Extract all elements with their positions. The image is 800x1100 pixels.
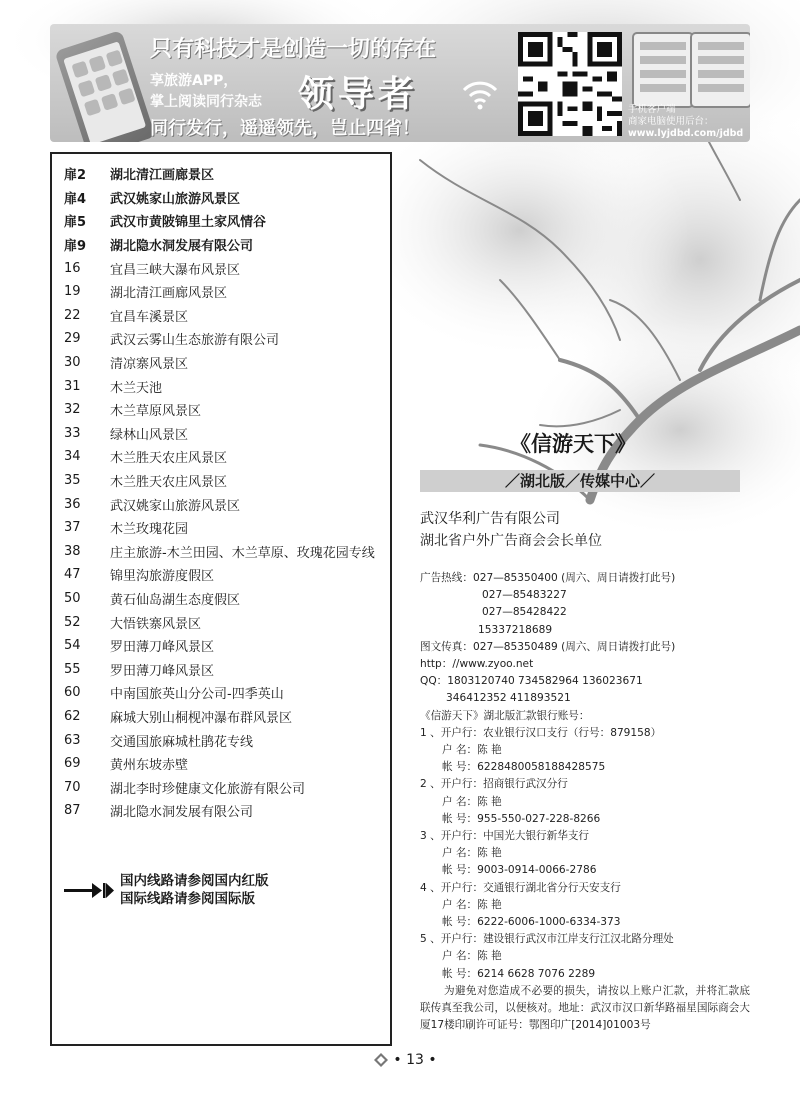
advertiser-name: 大悟铁寨风景区 bbox=[110, 616, 202, 632]
advertiser-list-item bbox=[64, 563, 390, 587]
advertiser-page-number: 19 bbox=[64, 284, 81, 300]
advertiser-list-item bbox=[64, 492, 390, 516]
contact-details bbox=[420, 570, 750, 1034]
domestic-route-note: 国内线路请参阅国内红版 bbox=[120, 873, 269, 889]
qq-numbers-2: 346412352 411893521 bbox=[446, 692, 571, 705]
app-screenshot-2 bbox=[690, 32, 750, 108]
advertiser-list-item bbox=[64, 705, 390, 729]
advertiser-list-item bbox=[64, 681, 390, 705]
advertiser-name: 武汉云雾山生态旅游有限公司 bbox=[110, 333, 280, 349]
advertiser-page-number: 63 bbox=[64, 732, 81, 748]
advertiser-page-number: 60 bbox=[64, 685, 81, 701]
advertiser-page-number: 扉2 bbox=[64, 168, 87, 184]
mobile-client-label: 手机客户端 bbox=[628, 104, 676, 115]
advertiser-list-item bbox=[64, 327, 390, 351]
advertiser-name: 宜昌车溪景区 bbox=[110, 309, 189, 325]
advertiser-name: 清凉寨风景区 bbox=[110, 357, 189, 373]
account-number: 帐 号：9003-0914-0066-2786 bbox=[442, 864, 597, 877]
advertiser-page-number: 31 bbox=[64, 378, 81, 394]
qq-row: QQ：1803120740 734582964 136023671 bbox=[420, 675, 643, 688]
advertiser-list-item bbox=[64, 374, 390, 398]
advertiser-page-number: 50 bbox=[64, 590, 81, 606]
fax-row: 图文传真：027—85350489 (周六、周日请拨打此号) bbox=[420, 640, 676, 653]
advertiser-name: 黄州东坡赤壁 bbox=[110, 758, 189, 774]
advertiser-list bbox=[52, 154, 390, 823]
magazine-logo-icon bbox=[373, 1052, 389, 1068]
advertiser-list-item bbox=[64, 209, 390, 233]
page-number: • 13 • bbox=[360, 1052, 450, 1068]
advertiser-name: 湖北隐水洞发展有限公司 bbox=[110, 805, 254, 821]
hotline-number-2[interactable]: 027—85483227 bbox=[482, 589, 567, 602]
account-holder: 户 名：陈 艳 bbox=[442, 950, 502, 963]
advertiser-page-number: 扉9 bbox=[64, 239, 87, 255]
association-title: 湖北省户外广告商会会长单位 bbox=[420, 533, 602, 549]
qr-code[interactable] bbox=[518, 32, 622, 136]
merchant-backend-label: 商家电脑使用后台： bbox=[628, 116, 714, 127]
app-screenshot-1 bbox=[632, 32, 694, 108]
advertiser-page-number: 87 bbox=[64, 803, 81, 819]
bank-intro: 《信游天下》湖北版汇款银行账号： bbox=[420, 709, 590, 722]
banner-motto: 同行发行，遥遥领先，岂止四省！ bbox=[150, 118, 420, 139]
advertiser-page-number: 34 bbox=[64, 449, 81, 465]
advertiser-list-item bbox=[64, 657, 390, 681]
advertiser-name: 黄石仙岛湖生态度假区 bbox=[110, 592, 241, 608]
advertiser-list-item bbox=[64, 445, 390, 469]
advertiser-list-item bbox=[64, 256, 390, 280]
advertiser-name: 武汉姚家山旅游风景区 bbox=[110, 191, 241, 207]
advertiser-name: 木兰天池 bbox=[110, 380, 163, 396]
magazine-title: 《信游天下》 bbox=[510, 432, 636, 456]
advertiser-page-number: 22 bbox=[64, 307, 81, 323]
advertiser-name: 木兰胜天农庄风景区 bbox=[110, 475, 228, 491]
bank-name-line: 1 、开户行：农业银行汉口支行（行号：879158） bbox=[420, 726, 662, 739]
advertiser-page-number: 29 bbox=[64, 331, 81, 347]
advertiser-page-number: 35 bbox=[64, 473, 81, 489]
advertiser-name: 木兰草原风景区 bbox=[110, 404, 202, 420]
account-holder: 户 名：陈 艳 bbox=[442, 795, 502, 808]
advertiser-name: 木兰玫瑰花园 bbox=[110, 522, 189, 538]
advertiser-list-item bbox=[64, 775, 390, 799]
advertiser-name: 麻城大别山桐枧冲瀑布群风景区 bbox=[110, 710, 293, 726]
arrow-right-icon bbox=[64, 881, 114, 899]
advertiser-list-item bbox=[64, 162, 390, 186]
banner-subline-app: 享旅游APP， bbox=[150, 73, 238, 89]
remittance-note: 为避免对您造成不必要的损失，请按以上账户汇款，并将汇款底联传真至我公司，以便核对。地址：武汉市汉口新华路福星国际商会大厦17楼印刷许可证号：鄂图印广[2014]01003号 bbox=[420, 984, 750, 1032]
advertiser-page-number: 47 bbox=[64, 567, 81, 583]
advertiser-page-number: 38 bbox=[64, 543, 81, 559]
advertiser-list-item bbox=[64, 233, 390, 257]
banner-slogan: 只有科技才是创造一切的存在 bbox=[150, 37, 437, 62]
advertiser-page-number: 33 bbox=[64, 425, 81, 441]
advertiser-list-item bbox=[64, 280, 390, 304]
advertiser-list-item bbox=[64, 304, 390, 328]
advertiser-page-number: 16 bbox=[64, 260, 81, 276]
banner-leader-heading: 领导者 bbox=[298, 74, 419, 115]
advertiser-page-number: 37 bbox=[64, 520, 81, 536]
advertiser-name: 绿林山风景区 bbox=[110, 427, 189, 443]
website-link[interactable]: http：//www.zyoo.net bbox=[420, 658, 534, 671]
advertiser-list-item bbox=[64, 728, 390, 752]
account-holder: 户 名：陈 艳 bbox=[442, 847, 502, 860]
advertiser-name: 中南国旅英山分公司-四季英山 bbox=[110, 687, 284, 703]
advertiser-name: 湖北李时珍健康文化旅游有限公司 bbox=[110, 781, 306, 797]
advertiser-name: 湖北清江画廊风景区 bbox=[110, 286, 228, 302]
qq-numbers-1: 1803120740 734582964 136023671 bbox=[447, 675, 643, 688]
advertiser-name: 罗田薄刀峰风景区 bbox=[110, 640, 215, 656]
advertiser-name: 武汉姚家山旅游风景区 bbox=[110, 498, 241, 514]
bank-name-line: 3 、开户行：中国光大银行新华支行 bbox=[420, 830, 590, 843]
route-reference-note bbox=[64, 872, 269, 908]
account-holder: 户 名：陈 艳 bbox=[442, 898, 502, 911]
fax-number[interactable]: 027—85350489 (周六、周日请拨打此号) bbox=[472, 640, 676, 653]
advertiser-name: 罗田薄刀峰风景区 bbox=[110, 663, 215, 679]
advertiser-name: 宜昌三峡大瀑布风景区 bbox=[110, 262, 241, 278]
advertiser-page-number: 70 bbox=[64, 779, 81, 795]
advertiser-page-number: 扉4 bbox=[64, 191, 87, 207]
hotline-row: 广告热线：027—85350400 (周六、周日请拨打此号) bbox=[420, 572, 676, 584]
publisher-company bbox=[420, 508, 602, 552]
advertiser-name: 湖北隐水洞发展有限公司 bbox=[110, 239, 254, 255]
advertiser-page-number: 36 bbox=[64, 496, 81, 512]
advertiser-name: 木兰胜天农庄风景区 bbox=[110, 451, 228, 467]
hotline-number-3[interactable]: 027—85428422 bbox=[482, 606, 567, 619]
account-holder: 户 名：陈 艳 bbox=[442, 744, 502, 757]
advertiser-page-number: 69 bbox=[64, 756, 81, 772]
hotline-number-4[interactable]: 15337218689 bbox=[478, 623, 553, 636]
advertiser-list-item bbox=[64, 752, 390, 776]
wifi-icon bbox=[460, 72, 500, 112]
app-promo-banner[interactable] bbox=[50, 24, 750, 142]
advertiser-index-box bbox=[50, 152, 392, 1046]
account-number: 帐 号：955-550-027-228-8266 bbox=[442, 812, 601, 825]
advertiser-page-number: 54 bbox=[64, 638, 81, 654]
advertiser-list-item bbox=[64, 516, 390, 540]
advertiser-list-item bbox=[64, 422, 390, 446]
advertiser-list-item bbox=[64, 634, 390, 658]
international-route-note: 国际线路请参阅国际版 bbox=[120, 891, 255, 907]
hotline-number-1[interactable]: 027—85350400 (周六、周日请拨打此号) bbox=[472, 572, 676, 584]
bank-name-line: 2 、开户行：招商银行武汉分行 bbox=[420, 778, 568, 791]
advertiser-name: 武汉市黄陂锦里土家风情谷 bbox=[110, 215, 267, 231]
advertiser-page-number: 32 bbox=[64, 402, 81, 418]
account-number: 帐 号：6214 6628 7076 2289 bbox=[442, 967, 596, 980]
edition-bar: ／湖北版／传媒中心／ bbox=[420, 470, 740, 492]
advertiser-list-item bbox=[64, 610, 390, 634]
advertiser-page-number: 55 bbox=[64, 661, 81, 677]
advertiser-name: 锦里沟旅游度假区 bbox=[110, 569, 215, 585]
bank-name-line: 5 、开户行：建设银行武汉市江岸支行江汉北路分理处 bbox=[420, 933, 674, 946]
advertiser-page-number: 62 bbox=[64, 708, 81, 724]
advertiser-list-item bbox=[64, 540, 390, 564]
advertiser-name: 庄主旅游-木兰田园、木兰草原、玫瑰花园专线 bbox=[110, 545, 375, 561]
account-number: 帐 号：6222-6006-1000-6334-373 bbox=[442, 916, 621, 929]
backend-url-link[interactable]: www.lyjdbd.com/jdbd bbox=[628, 128, 744, 139]
advertiser-page-number: 30 bbox=[64, 355, 81, 371]
account-number: 帐 号：6228480058188428575 bbox=[442, 761, 606, 774]
advertiser-list-item bbox=[64, 799, 390, 823]
advertiser-name: 交通国旅麻城杜鹃花专线 bbox=[110, 734, 254, 750]
download-info bbox=[628, 104, 746, 140]
company-name: 武汉华利广告有限公司 bbox=[420, 511, 560, 527]
advertiser-list-item bbox=[64, 469, 390, 493]
bank-accounts bbox=[420, 725, 750, 983]
advertiser-page-number: 52 bbox=[64, 614, 81, 630]
smartphone-illustration bbox=[54, 30, 155, 142]
banner-subline-magazine: 掌上阅读同行杂志 bbox=[150, 94, 262, 110]
advertiser-list-item bbox=[64, 186, 390, 210]
bank-name-line: 4 、开户行：交通银行湖北省分行天安支行 bbox=[420, 881, 621, 894]
advertiser-list-item bbox=[64, 587, 390, 611]
advertiser-list-item bbox=[64, 398, 390, 422]
advertiser-list-item bbox=[64, 351, 390, 375]
advertiser-name: 湖北清江画廊景区 bbox=[110, 168, 215, 184]
advertiser-page-number: 扉5 bbox=[64, 215, 87, 231]
